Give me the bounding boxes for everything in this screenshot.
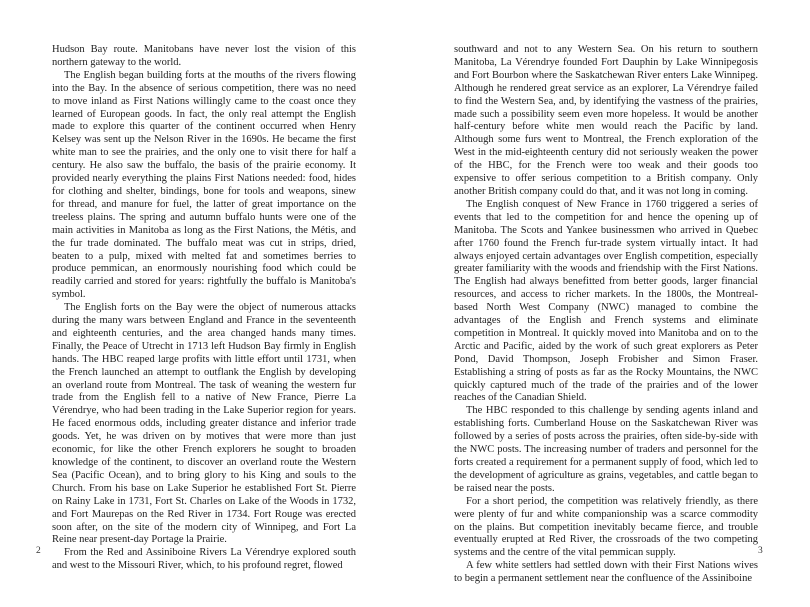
paragraph: The English forts on the Bay were the object of numerous attacks during the many wars between England and France in the seventeenth and eighteenth centuries, and the area changed hands many times. Finally, the Peace of Utrecht in 1713 left Hudson Bay firmly in English hands. The HBC reaped large profits with little effort until 1731, when the French launched an attempt to outflank the English by developing an overland route from Montreal. The task of weaning the western fur trade from the English fell to a native of New France, Pierre La Vérendrye, who had been trading in the Lake Superior region for years. He faced enormous odds, including greater distance and inferior trade goods. Yet, he was driven on by motives that were more than just economic, for like the other French explorers he sought to broaden knowledge of the continent, to discover an overland route the Western Sea (Pacific Ocean), and to bring glory to his King and souls to the Church. From his base on Lake Superior he established Fort St. Pierre on Rainy Lake in 1731, Fort St. Charles on Lake of the Woods in 1732, and Fort Maurepas on the Red River in 1734. Fort Rouge was erected soon after, on the site of the modern city of Winnipeg, and Fort La Reine near present-day Portage la Prairie. — [52, 302, 356, 546]
paragraph: southward and not to any Western Sea. On his return to southern Manitoba, La Vérendrye founded Fort Dauphin by Lake Winnipegosis and Fort Bourbon where the Saskatchewan River enters Lake Winnipeg. Although he rendered great service as an explorer, La Vérendrye failed to find the Western Sea, and, by identifying the vastness of the prairies, made such a possibility seem even more hopeless. It would be another half-century before white men would reach the Pacific by land. Although some furs went to Montreal, the French exploration of the West in the mid-eighteenth century did not seriously weaken the power of the HBC, for the French were too weak and their goods too expensive to offer serious competition to a British company. Only another British company could do that, and it was not long in coming. — [454, 44, 758, 197]
paragraph: The English began building forts at the mouths of the rivers flowing into the Bay. In the absence of serious competition, there was no need to move inland as First Nations willingly came to the coast once they learned of European goods. In fact, the only real attempt the English made to explore this quarter of the continent occurred when Henry Kelsey was sent up the Nelson River in the 1690s. He became the first white man to see the prairies, and the only one to visit there for half a century. He also saw the buffalo, the basis of the prairie economy. It provided nearly everything the plains First Nations needed: food, hides for clothing and shelter, bindings, bone for tools and weapons, sinew for thread, and manure for fuel, the latter of great importance on the treeless plains. The spring and autumn buffalo hunts were one of the main activities in Manitoba as long as the First Nations, the Métis, and the fur trade dominated. The buffalo meat was cut in strips, dried, beaten to a pulp, mixed with melted fat and sometimes berries to produce pemmican, an enormously nourishing food which could be readily carried and stored for years: rightfully the buffalo is Manitoba's symbol. — [52, 69, 356, 301]
paragraph: The HBC responded to this challenge by sending agents inland and establishing forts. Cumberland House on the Saskatchewan River was followed by a series of posts across the prairies, often side-by-side with the NWC posts. The increasing number of traders and personnel for the forts created a requirement for a permanent supply of food, which led to the development of agriculture as grains, vegetables, and cattle began to be raised near the posts. — [454, 405, 758, 494]
paragraph: A few white settlers had settled down with their First Nations wives to begin a permanent settlement near the confluence of the Assiniboine — [454, 560, 758, 585]
paragraph: From the Red and Assiniboine Rivers La Vérendrye explored south and west to the Missouri River, which, to his profound regret, flowed — [52, 547, 356, 572]
right-page — [454, 44, 758, 586]
page-number-right: 3 — [758, 546, 763, 556]
paragraph: Hudson Bay route. Manitobans have never lost the vision of this northern gateway to the world. — [52, 44, 356, 68]
left-page — [52, 44, 356, 573]
paragraph: The English conquest of New France in 1760 triggered a series of events that led to the competition for and hence the opening up of Manitoba. The Scots and Yankee businessmen who arrived in Quebec after 1760 found the French fur-trade system virtually intact. It had always enjoyed certain advantages over English competition, especially greater familiarity with the woods and friendship with the First Nations. The English had always benefitted from better goods, larger financial resources, and access to richer markets. In the 1800s, the Montreal-based North West Company (NWC) managed to combine the advantages of the English and French systems and eliminate competition in Montreal. It quickly moved into Manitoba and on to the Arctic and Pacific, aided by the work of such great explorers as Peter Pond, David Thompson, Joseph Frobisher and Simon Fraser. Establishing a string of posts as far as the Rocky Mountains, the NWC quickly captured much of the trade of the prairies and of the lower reaches of the Canadian Shield. — [454, 198, 758, 404]
paragraph: For a short period, the competition was relatively friendly, as there were plenty of fur and white companionship was a scarce commodity on the plains. But competition inevitably became fierce, and trouble eventually erupted at Red River, the crossroads of the two competing systems and the centre of the vital pemmican supply. — [454, 495, 758, 559]
page-number-left: 2 — [36, 546, 41, 556]
